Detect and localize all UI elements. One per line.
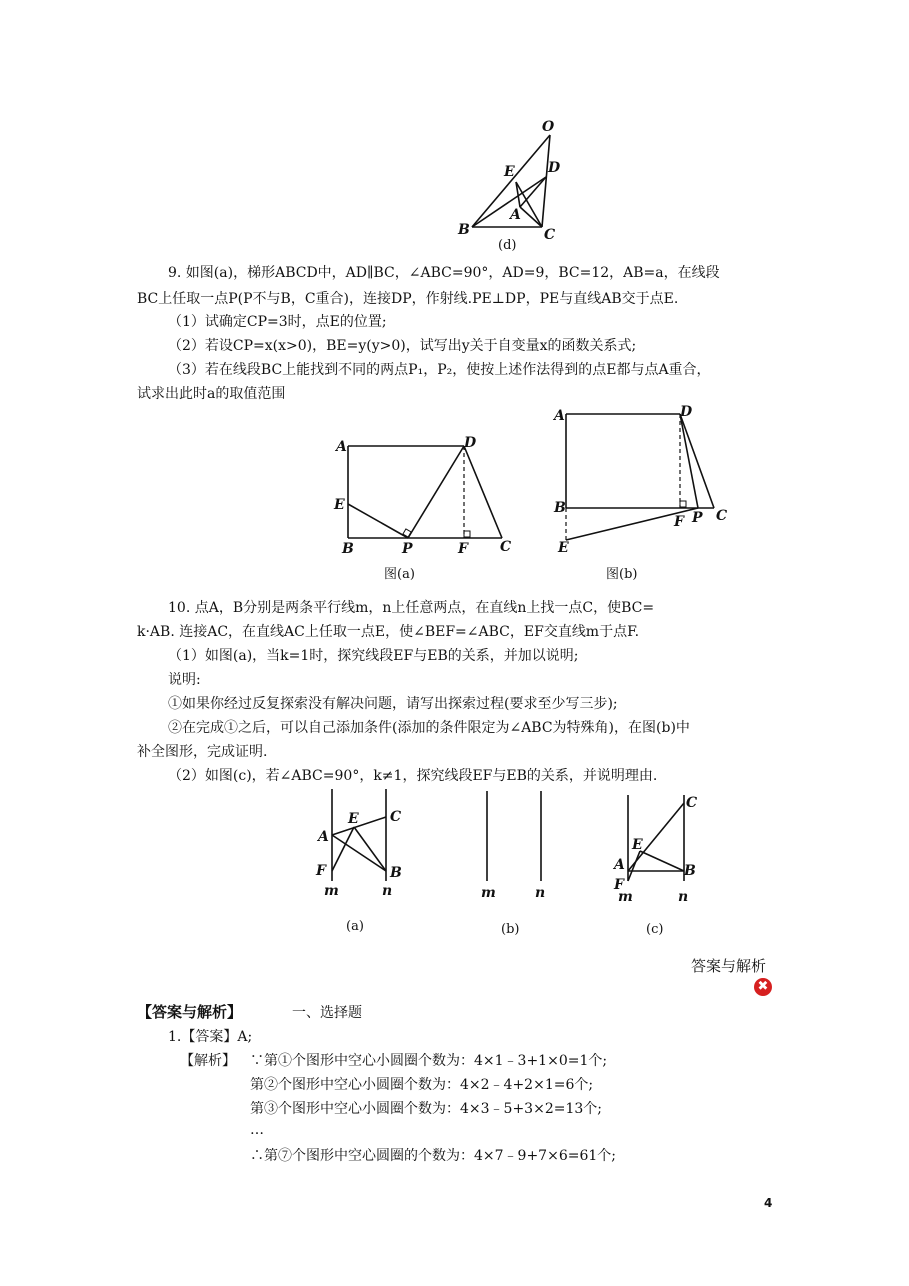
label-A: A — [554, 408, 565, 424]
label-E: E — [504, 164, 515, 180]
q10-figure-c — [600, 785, 710, 940]
figure-caption: (c) — [646, 922, 664, 937]
q10-note1: ①如果你经过反复探索没有解决问题，请写出探索过程(要求至少写三步); — [168, 696, 618, 712]
q10-note: 说明: — [168, 672, 201, 688]
label-E: E — [334, 497, 345, 513]
q10-note2b: 补全图形，完成证明. — [137, 744, 268, 760]
analysis-line2: 第②个图形中空心小圆圈个数为：4×2﹣4+2×1=6个; — [250, 1077, 594, 1093]
answer-toggle-link[interactable]: 答案与解析 — [691, 957, 767, 975]
label-C: C — [544, 227, 556, 243]
label-F: F — [614, 877, 624, 893]
q10-note2a: ②在完成①之后，可以自己添加条件(添加的条件限定为∠ABC为特殊角)，在图(b)中 — [168, 720, 690, 736]
page-number: 4 — [764, 1196, 773, 1210]
label-D: D — [464, 435, 477, 451]
label-n: n — [535, 885, 546, 901]
q9-line2: BC上任取一点P(P不与B，C重合)，连接DP，作射线.PE⊥DP，PE与直线AB交于点E. — [137, 291, 679, 307]
label-B: B — [390, 865, 402, 881]
label-C: C — [390, 809, 402, 825]
q9-figure-b — [552, 402, 742, 584]
label-D: D — [548, 160, 561, 176]
q9-line1: 9. 如图(a)，梯形ABCD中，AD∥BC，∠ABC=90°，AD=9，BC=12，AB=a，在线段 — [168, 265, 720, 281]
q10-part1: （1）如图(a)，当k=1时，探究线段EF与EB的关系，并加以说明; — [168, 648, 579, 664]
label-C: C — [500, 539, 512, 555]
analysis-line4: ∴第⑦个图形中空心圆圈的个数为：4×7﹣9+7×6=61个; — [250, 1148, 616, 1164]
q10-line1: 10. 点A，B分别是两条平行线m，n上任意两点，在直线n上找一点C，使BC= — [168, 600, 655, 616]
label-D: D — [680, 404, 693, 420]
analysis-label: 【解析】 — [180, 1053, 236, 1069]
q10-figure-b — [465, 785, 565, 940]
figure-caption: (a) — [346, 919, 364, 934]
label-F: F — [674, 514, 684, 530]
q10-figure-a — [310, 785, 420, 940]
analysis-line3: 第③个图形中空心小圆圈个数为：4×3﹣5+3×2=13个; — [250, 1101, 602, 1117]
label-m: m — [324, 883, 339, 899]
label-E: E — [558, 540, 569, 556]
q9-part3a: （3）若在线段BC上能找到不同的两点P₁，P₂，使按上述作法得到的点E都与点A重合， — [168, 362, 711, 378]
figure-caption: 图(b) — [606, 567, 638, 582]
close-icon[interactable]: ✖ — [754, 978, 772, 996]
label-m: m — [618, 889, 633, 905]
figure-caption: (b) — [501, 922, 520, 937]
label-B: B — [342, 541, 354, 557]
label-B: B — [554, 500, 566, 516]
q9-part2: （2）若设CP=x(x>0)，BE=y(y>0)，试写出y关于自变量x的函数关系式; — [168, 338, 637, 354]
q9-figure-a — [330, 432, 520, 584]
label-A: A — [336, 439, 347, 455]
q10-part2: （2）如图(c)，若∠ABC=90°，k≠1，探究线段EF与EB的关系，并说明理由. — [168, 768, 658, 784]
analysis-ellipsis: … — [250, 1122, 264, 1138]
label-B: B — [458, 222, 470, 238]
analysis-line1: ∵第①个图形中空心小圆圈个数为：4×1﹣3+1×0=1个; — [250, 1053, 608, 1069]
label-n: n — [382, 883, 393, 899]
label-P: P — [692, 510, 703, 526]
label-P: P — [402, 541, 413, 557]
label-O: O — [542, 119, 555, 135]
label-n: n — [678, 889, 689, 905]
label-C: C — [716, 508, 728, 524]
q9-part3b: 试求出此时a的取值范围 — [137, 386, 286, 402]
figure-d — [450, 115, 570, 255]
answer-heading: 【答案与解析】 — [137, 1003, 243, 1021]
answer-section-title: 一、选择题 — [292, 1005, 362, 1021]
label-E: E — [348, 811, 359, 827]
label-F: F — [316, 863, 326, 879]
label-E: E — [632, 837, 643, 853]
label-A: A — [510, 207, 521, 223]
label-m: m — [481, 885, 496, 901]
label-C: C — [686, 795, 698, 811]
label-A: A — [614, 857, 625, 873]
label-F: F — [458, 541, 468, 557]
label-B: B — [684, 863, 696, 879]
label-A: A — [318, 829, 329, 845]
figure-caption: 图(a) — [384, 567, 415, 582]
answer-1: 1.【答案】A; — [168, 1029, 253, 1045]
q9-part1: （1）试确定CP=3时，点E的位置; — [168, 314, 387, 330]
figure-caption: (d) — [498, 238, 517, 253]
q10-line2: k·AB. 连接AC，在直线AC上任取一点E，使∠BEF=∠ABC，EF交直线m于点F. — [137, 624, 640, 640]
